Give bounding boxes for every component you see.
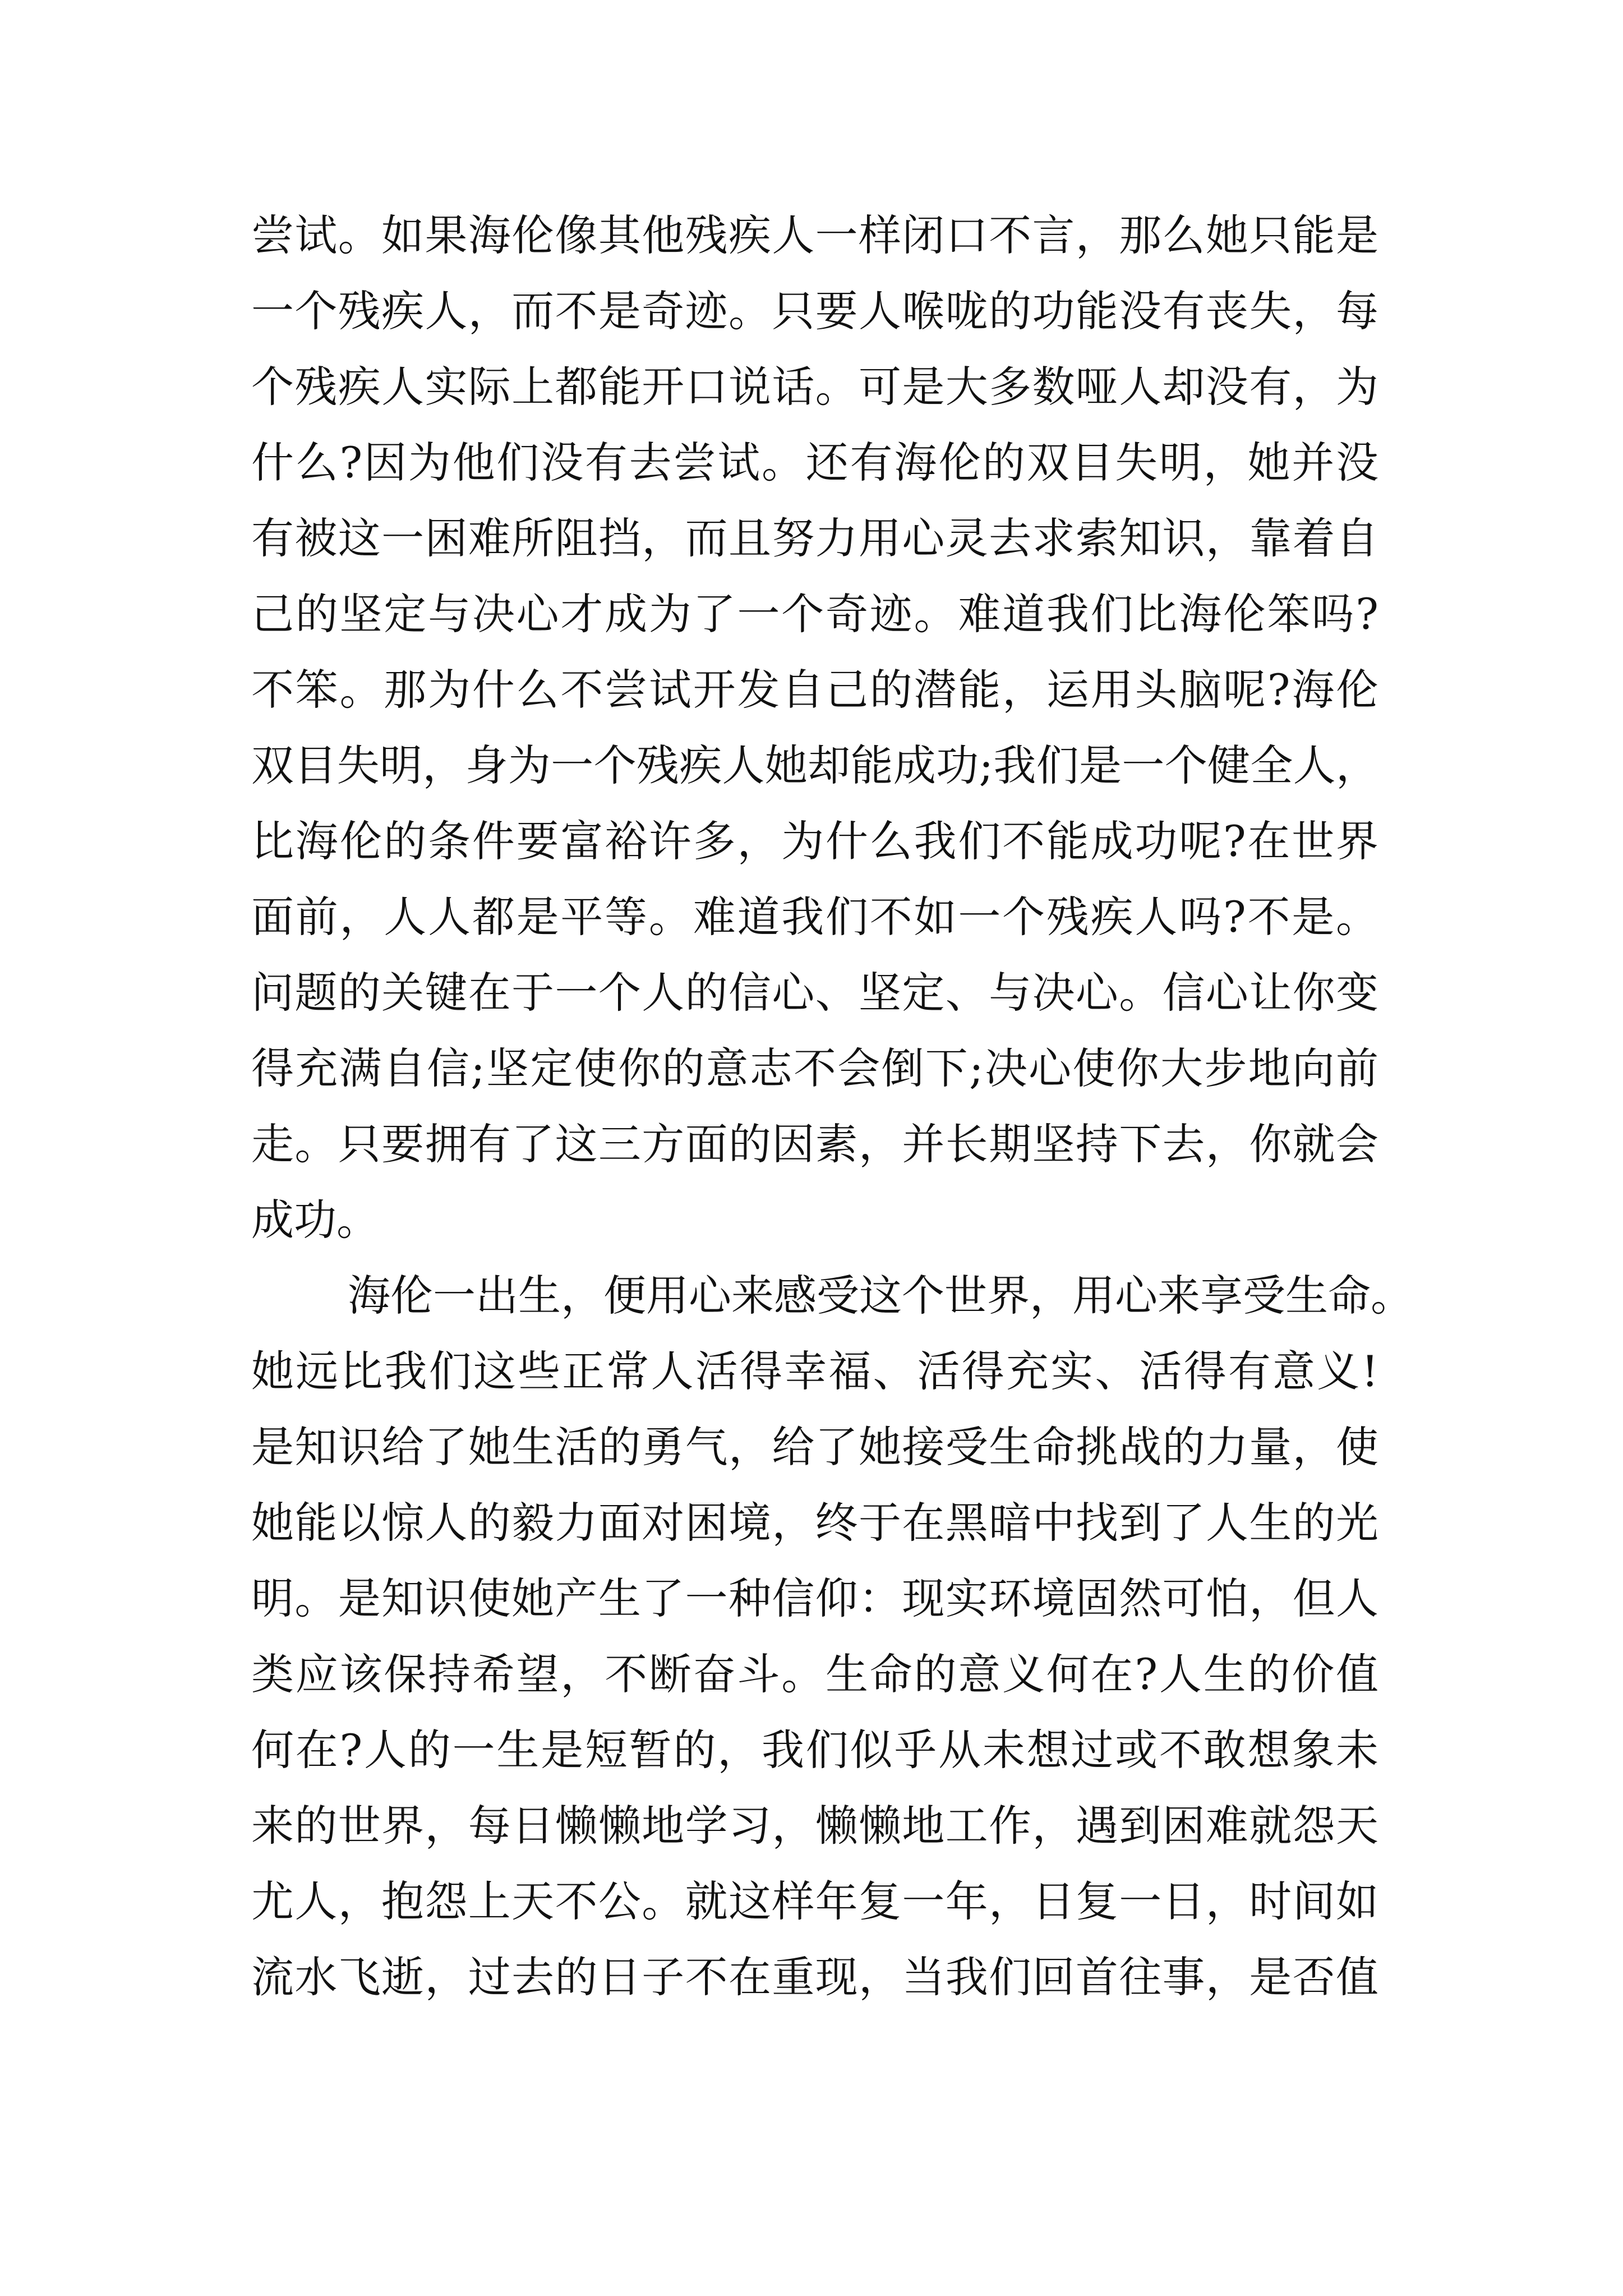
text-line: 面前，人人都是平等。难道我们不如一个残疾人吗?不是。 <box>251 892 1378 942</box>
text-line: 问题的关键在于一个人的信心、坚定、与决心。信心让你变 <box>251 968 1378 1018</box>
text-line: 得充满自信;坚定使你的意志不会倒下;决心使你大步地向前 <box>251 1043 1378 1093</box>
text-line: 比海伦的条件要富裕许多，为什么我们不能成功呢?在世界 <box>251 816 1378 866</box>
text-line: 何在?人的一生是短暂的，我们似乎从未想过或不敢想象未 <box>251 1725 1378 1775</box>
text-line: 什么?因为他们没有去尝试。还有海伦的双目失明，她并没 <box>251 438 1378 487</box>
text-line: 双目失明，身为一个残疾人她却能成功;我们是一个健全人， <box>251 740 1378 790</box>
paragraph-2 <box>251 1258 1413 2015</box>
text-line: 尤人，抱怨上天不公。就这样年复一年，日复一日，时间如 <box>251 1876 1378 1926</box>
text-line: 明。是知识使她产生了一种信仰：现实环境固然可怕，但人 <box>251 1573 1378 1623</box>
text-line: 来的世界，每日懒懒地学习，懒懒地工作，遇到困难就怨天 <box>251 1801 1378 1851</box>
text-line: 成功。 <box>251 1195 379 1245</box>
text-line: 是知识给了她生活的勇气，给了她接受生命挑战的力量，使 <box>251 1422 1378 1472</box>
text-line: 走。只要拥有了这三方面的因素，并长期坚持下去，你就会 <box>251 1119 1378 1169</box>
text-line: 她能以惊人的毅力面对困境，终于在黑暗中找到了人生的光 <box>251 1498 1378 1548</box>
text-line: 己的坚定与决心才成为了一个奇迹。难道我们比海伦笨吗? <box>251 589 1378 639</box>
paragraph-1 <box>251 197 1378 1258</box>
text-line: 流水飞逝，过去的日子不在重现，当我们回首往事，是否值 <box>251 1952 1378 2002</box>
body-text <box>251 197 1413 2015</box>
text-line: 个残疾人实际上都能开口说话。可是大多数哑人却没有，为 <box>251 362 1378 412</box>
text-line: 类应该保持希望，不断奋斗。生命的意义何在?人生的价值 <box>251 1649 1378 1699</box>
text-line: 有被这一困难所阻挡，而且努力用心灵去求索知识，靠着自 <box>251 513 1378 563</box>
text-line: 海伦一出生，便用心来感受这个世界，用心来享受生命。 <box>348 1271 1413 1320</box>
text-line: 不笨。那为什么不尝试开发自己的潜能，运用头脑呢?海伦 <box>251 665 1378 715</box>
text-line: 她远比我们这些正常人活得幸福、活得充实、活得有意义! <box>251 1346 1378 1396</box>
text-line: 尝试。如果海伦像其他残疾人一样闭口不言，那么她只能是 <box>251 210 1378 260</box>
text-line: 一个残疾人，而不是奇迹。只要人喉咙的功能没有丧失，每 <box>251 286 1378 336</box>
